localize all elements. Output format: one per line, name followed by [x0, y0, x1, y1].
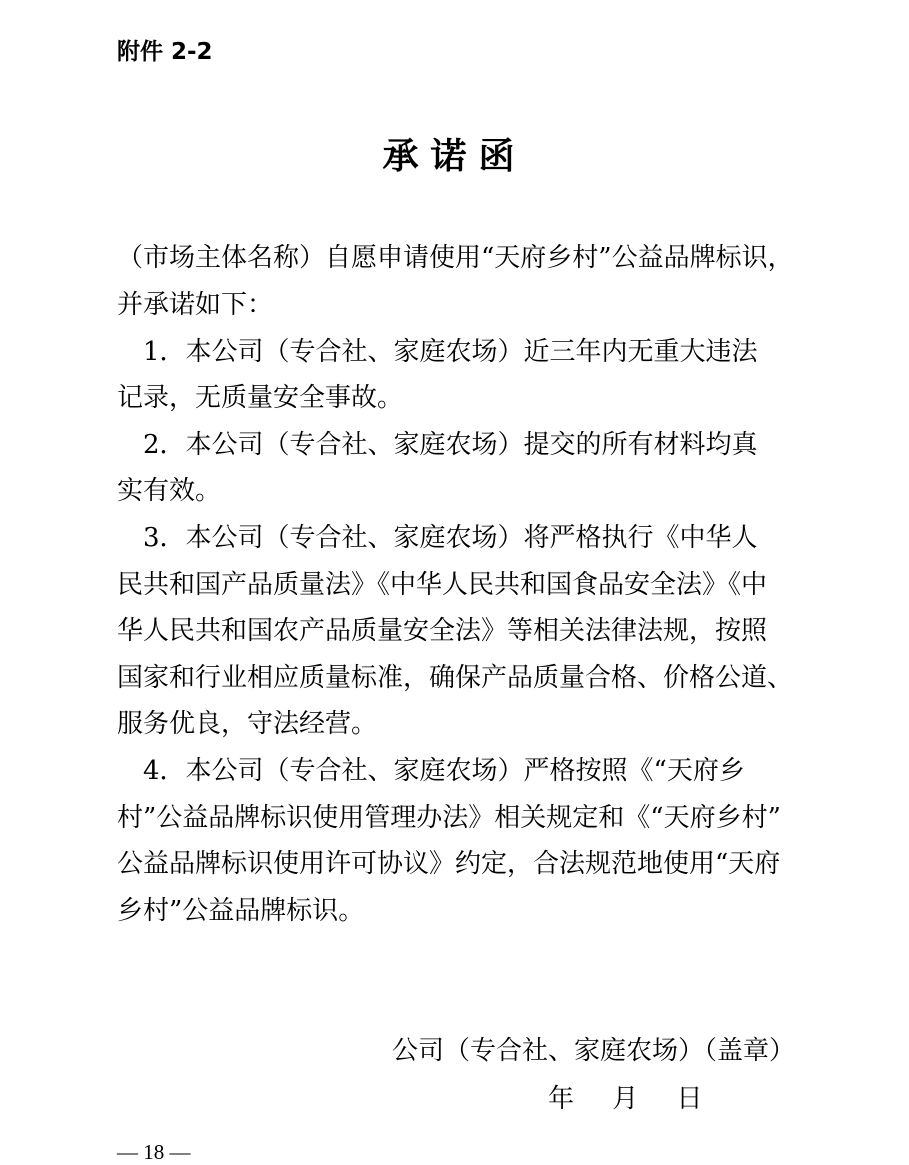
date-line: 年 月 日: [548, 1084, 703, 1114]
attachment-label: 附件 2-2: [117, 39, 213, 65]
body-line: 3．本公司（专合社、家庭农场）将严格执行《中华人: [117, 523, 758, 553]
body-line: 乡村”公益品牌标识。: [117, 896, 365, 926]
body-line: 2．本公司（专合社、家庭农场）提交的所有材料均真: [117, 430, 758, 460]
body-line: 1．本公司（专合社、家庭农场）近三年内无重大违法: [117, 337, 758, 367]
body-line: 公益品牌标识使用许可协议》约定，合法规范地使用“天府: [117, 849, 781, 879]
body-line: 记录，无质量安全事故。: [117, 383, 404, 413]
body-line: （市场主体名称）自愿申请使用“天府乡村”公益品牌标识，: [117, 243, 794, 273]
body-line: 华人民共和国农产品质量安全法》等相关法律法规，按照: [117, 616, 768, 646]
signature-line: 公司（专合社、家庭农场）（盖章）: [392, 1036, 796, 1066]
body-line: 服务优良，守法经营。: [117, 709, 378, 739]
body-line: 并承诺如下：: [117, 290, 274, 320]
body-line: 村”公益品牌标识使用管理办法》相关规定和《“天府乡村”: [117, 803, 781, 833]
body-line: 民共和国产品质量法》《中华人民共和国食品安全法》《中: [117, 570, 768, 600]
document-title: 承诺函: [382, 135, 527, 177]
body-line: 实有效。: [117, 476, 222, 506]
page-number: — 18 —: [117, 1140, 191, 1164]
body-line: 4．本公司（专合社、家庭农场）严格按照《“天府乡: [117, 756, 745, 786]
body-line: 国家和行业相应质量标准，确保产品质量合格、价格公道、: [117, 663, 794, 693]
